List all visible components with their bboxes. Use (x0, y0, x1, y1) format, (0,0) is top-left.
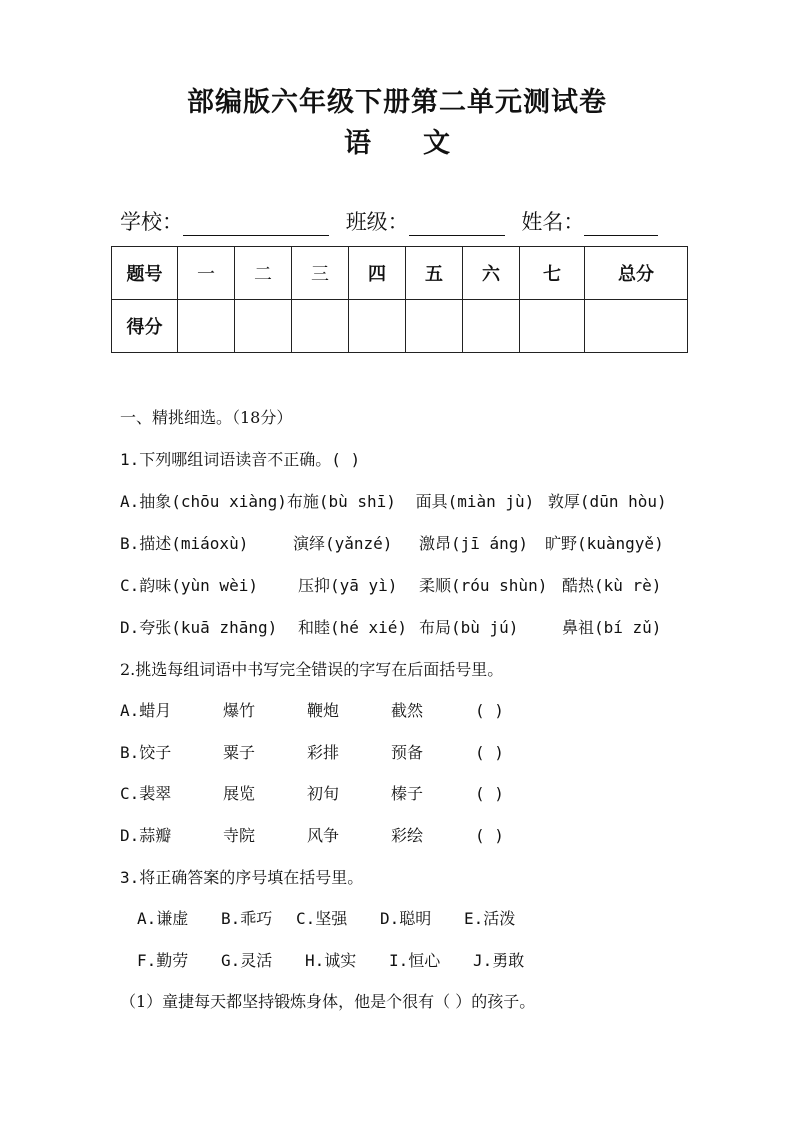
q3-sub-question-1: （1）童捷每天都坚持锻炼身体，他是个很有（ ）的孩子。 (120, 992, 536, 1011)
score-header-cell: 题号 (112, 247, 178, 300)
q2-word: 粟子 (223, 743, 256, 762)
q3-choice: G.灵活 (221, 951, 273, 970)
q1-a-part: 面具(miàn jù) (415, 492, 535, 511)
class-label: 班级： (345, 210, 409, 234)
section-heading: 一、精挑细选。（18分） (120, 408, 293, 427)
q3-choice: B.乖巧 (221, 909, 273, 928)
score-header-cell: 总分 (585, 247, 688, 300)
q2-row-d (120, 823, 504, 846)
student-info-line (120, 206, 658, 236)
q1-stem: 1.下列哪组词语读音不正确。( ) (120, 450, 361, 469)
q3-choice: D.聪明 (380, 909, 432, 928)
q1-b-part: 旷野(kuàngyě) (545, 534, 664, 553)
q1-c-part: 压抑(yā yì) (298, 576, 398, 595)
q1-c-part: C.韵味(yùn wèi) (120, 576, 258, 595)
q1-a-part: A.抽象(chōu xiàng)布施(bù shī) (120, 492, 396, 511)
q3-choice: H.诚实 (305, 951, 357, 970)
score-input-cell[interactable] (292, 300, 349, 353)
score-row-label: 得分 (112, 300, 178, 353)
q3-choice: E.活泼 (464, 909, 516, 928)
q3-choice: C.坚强 (296, 909, 348, 928)
q2-word: 风争 (307, 826, 340, 845)
q1-b-part: 激昂(jī áng) (419, 534, 529, 553)
q1-option-d (120, 615, 661, 638)
score-header-cell: 五 (406, 247, 463, 300)
q2-word: B.饺子 (120, 743, 172, 762)
score-header-cell: 三 (292, 247, 349, 300)
score-input-cell[interactable] (520, 300, 585, 353)
q1-a-part: 敦厚(dūn hòu) (547, 492, 667, 511)
q3-choice: A.谦虚 (137, 909, 189, 928)
q2-word: 截然 (391, 701, 424, 720)
q1-c-part: 柔顺(róu shùn) (419, 576, 548, 595)
subject-title (0, 121, 794, 160)
score-header-cell: 一 (178, 247, 235, 300)
class-blank[interactable] (409, 213, 505, 236)
q3-choice: F.勤劳 (137, 951, 189, 970)
q1-d-part: 布局(bù jú) (419, 618, 519, 637)
name-blank[interactable] (584, 213, 658, 236)
q2-row-b (120, 740, 504, 763)
q1-d-part: 和睦(hé xié) (298, 618, 408, 637)
q1-b-part: 演绎(yǎnzé) (293, 534, 393, 553)
score-input-cell[interactable] (178, 300, 235, 353)
score-input-cell[interactable] (406, 300, 463, 353)
q3-choices-row-2 (137, 948, 524, 971)
q2-answer-blank[interactable]: ( ) (475, 826, 504, 845)
name-label: 姓名： (521, 210, 585, 234)
q2-stem: 2.挑选每组词语中书写完全错误的字写在后面括号里。 (120, 660, 504, 679)
q2-word: 彩排 (307, 743, 340, 762)
q2-word: 鞭炮 (307, 701, 340, 720)
q2-word: 爆竹 (223, 701, 256, 720)
q2-word: 榛子 (391, 784, 424, 803)
q2-word: D.蒜瓣 (120, 826, 172, 845)
school-label: 学校： (120, 210, 183, 234)
subject-char-2: 文 (423, 128, 450, 159)
q3-choice: I.恒心 (389, 951, 441, 970)
q2-row-a (120, 698, 504, 721)
q1-option-a (120, 489, 667, 512)
score-header-cell: 六 (463, 247, 520, 300)
q2-answer-blank[interactable]: ( ) (475, 701, 504, 720)
score-header-cell: 四 (349, 247, 406, 300)
q3-stem: 3.将正确答案的序号填在括号里。 (120, 868, 364, 887)
q3-choices-row-1 (137, 906, 515, 929)
score-input-cell[interactable] (463, 300, 520, 353)
q2-row-c (120, 781, 504, 804)
q1-b-part: B.描述(miáoxù) (120, 534, 249, 553)
score-input-cell[interactable] (235, 300, 292, 353)
q2-word: 初旬 (307, 784, 340, 803)
q1-option-c (120, 573, 661, 596)
q2-word: 展览 (223, 784, 256, 803)
q2-answer-blank[interactable]: ( ) (475, 743, 504, 762)
q3-choice: J.勇敢 (473, 951, 525, 970)
q2-answer-blank[interactable]: ( ) (475, 784, 504, 803)
q2-word: A.蜡月 (120, 701, 172, 720)
score-table (111, 246, 688, 353)
score-header-cell: 七 (520, 247, 585, 300)
score-input-cell[interactable] (585, 300, 688, 353)
q2-word: 寺院 (223, 826, 256, 845)
q1-option-b (120, 531, 664, 554)
score-input-cell[interactable] (349, 300, 406, 353)
score-table-header-row (112, 247, 688, 300)
score-header-cell: 二 (235, 247, 292, 300)
q2-word: C.裴翠 (120, 784, 172, 803)
score-table-score-row (112, 300, 688, 353)
subject-char-1: 语 (344, 128, 371, 159)
q1-d-part: D.夸张(kuā zhāng) (120, 618, 278, 637)
q2-word: 彩绘 (391, 826, 424, 845)
q2-word: 预备 (391, 743, 424, 762)
document-title: 部编版六年级下册第二单元测试卷 (187, 87, 607, 118)
q1-c-part: 酷热(kù rè) (562, 576, 662, 595)
school-blank[interactable] (183, 213, 329, 236)
q1-d-part: 鼻祖(bí zǔ) (562, 618, 662, 637)
